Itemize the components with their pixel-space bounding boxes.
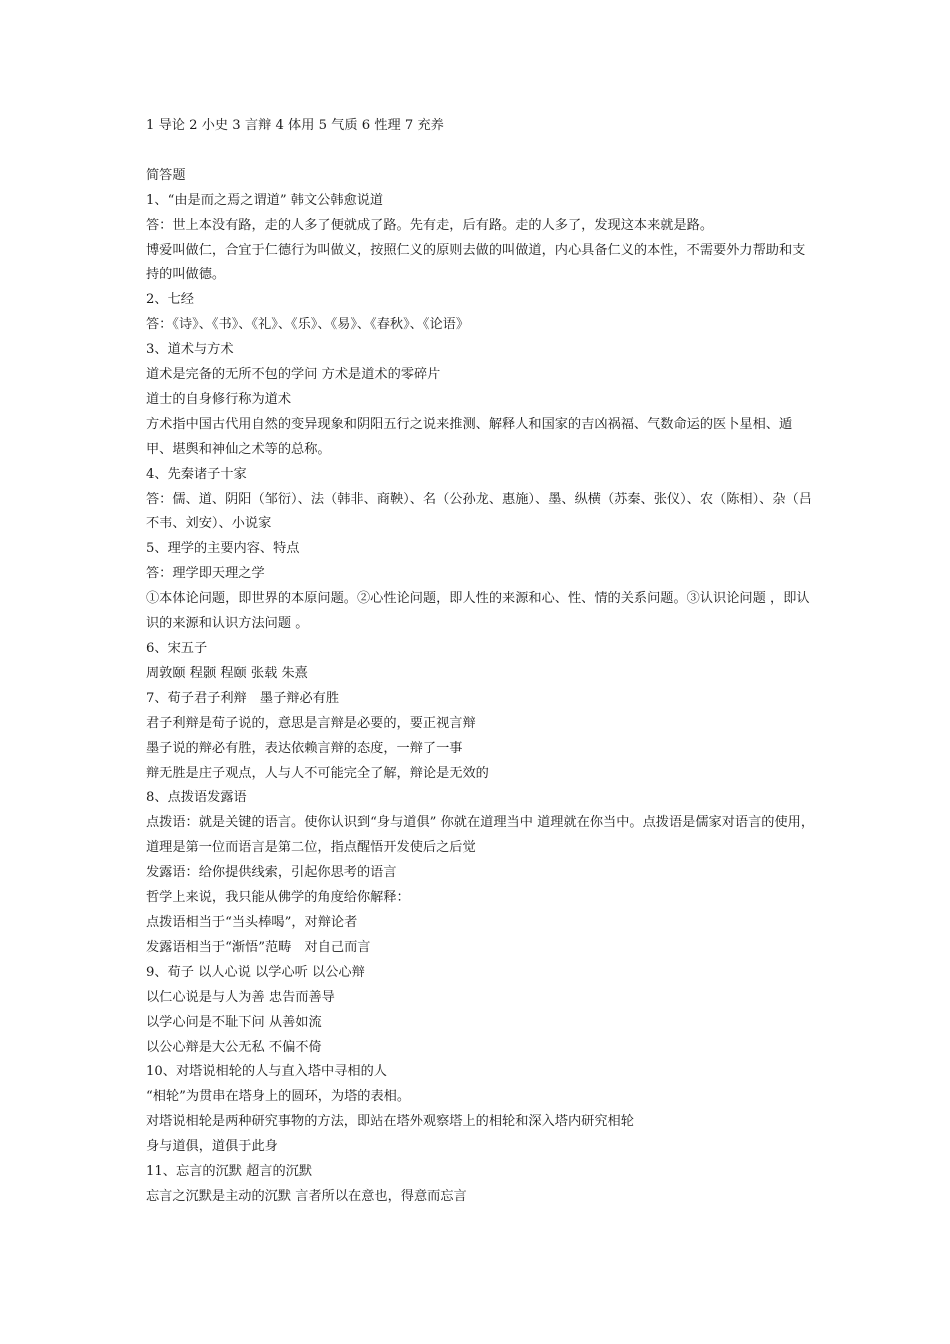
- text-line: 10、对塔说相轮的人与直入塔中寻相的人: [146, 1064, 387, 1080]
- text-line: 博爱叫做仁，合宜于仁德行为叫做义，按照仁义的原则去做的叫做道，内心具备仁义的本性，不需要外力帮助和支持的叫做德。: [146, 242, 806, 283]
- text-line: 身与道俱，道俱于此身: [146, 1139, 278, 1155]
- answer-list: [146, 189, 818, 1210]
- text-line: 答：世上本没有路，走的人多了便就成了路。先有走，后有路。走的人多了，发现这本来就是路。: [146, 217, 714, 233]
- text-line: 7、荀子君子利辩 墨子辩必有胜: [146, 690, 340, 706]
- text-line: 以学心问是不耻下问 从善如流: [146, 1014, 322, 1030]
- section-title: 简答题: [146, 167, 186, 183]
- text-line: 11、忘言的沉默 超言的沉默: [146, 1164, 313, 1180]
- text-line: 道士的自身修行称为道术: [146, 391, 292, 407]
- text-line: 5、理学的主要内容、特点: [146, 541, 300, 557]
- text-line: 发露语：给你提供线索，引起你思考的语言: [146, 865, 397, 881]
- text-line: 道术是完备的无所不包的学问 方术是道术的零碎片: [146, 367, 441, 383]
- document-page: [146, 114, 818, 1210]
- text-line: 点拨语：就是关键的语言。使你认识到“身与道俱” 你就在道理当中 道理就在你当中。点拨语是儒家对语言的使用，道理是第一位而语言是第二位，指点醒悟开发使后之后觉: [146, 815, 815, 856]
- text-line: 9、荀子 以人心说 以学心听 以公心辩: [146, 964, 365, 980]
- text-line: 周敦颐 程颢 程颐 张载 朱熹: [146, 665, 308, 681]
- text-line: 以公心辩是大公无私 不偏不倚: [146, 1039, 322, 1055]
- text-line: 忘言之沉默是主动的沉默 言者所以在意也，得意而忘言: [146, 1188, 467, 1204]
- text-line: 君子利辩是荀子说的，意思是言辩是必要的，要正视言辩: [146, 715, 476, 731]
- text-line: 以仁心说是与人为善 忠告而善导: [146, 989, 335, 1005]
- blank-line: [146, 139, 818, 164]
- text-line: 发露语相当于“渐悟”范畴 对自己而言: [146, 939, 371, 955]
- text-line: 2、七经: [146, 292, 194, 308]
- toc-line: 1 导论 2 小史 3 言辩 4 体用 5 气质 6 性理 7 充养: [146, 118, 444, 133]
- text-line: 哲学上来说，我只能从佛学的角度给你解释：: [146, 890, 410, 906]
- text-line: 答：儒、道、阴阳（邹衍）、法（韩非、商鞅）、名（公孙龙、惠施）、墨、纵横（苏秦、张仪）、农（陈相）、杂（吕不韦、刘安）、小说家: [146, 491, 812, 532]
- text-line: 3、道术与方术: [146, 342, 234, 358]
- text-line: 1、“由是而之焉之谓道” 韩文公韩愈说道: [146, 192, 384, 208]
- text-line: 对塔说相轮是两种研究事物的方法，即站在塔外观察塔上的相轮和深入塔内研究相轮: [146, 1114, 634, 1130]
- text-line: 4、先秦诸子十家: [146, 466, 247, 482]
- text-line: ①本体论问题，即世界的本原问题。②心性论问题，即人性的来源和心、性、情的关系问题。③认识论问题 ，即认识的来源和认识方法问题 。: [146, 591, 810, 632]
- text-line: 8、点拨语发露语: [146, 790, 247, 806]
- text-line: 辩无胜是庄子观点，人与人不可能完全了解，辩论是无效的: [146, 765, 489, 781]
- text-line: 点拨语相当于“当头棒喝”，对辩论者: [146, 914, 358, 930]
- text-line: 墨子说的辩必有胜，表达依赖言辩的态度，一辩了一事: [146, 740, 463, 756]
- text-line: 6、宋五子: [146, 641, 208, 657]
- text-line: “相轮”为贯串在塔身上的圆环，为塔的表相。: [146, 1089, 411, 1105]
- text-line: 答：理学即天理之学: [146, 566, 265, 582]
- text-line: 方术指中国古代用自然的变异现象和阴阳五行之说来推测、解释人和国家的吉凶祸福、气数命运的医卜星相、遁甲、堪舆和神仙之术等的总称。: [146, 416, 793, 457]
- text-line: 答：《诗》、《书》、《礼》、《乐》、《易》、《春秋》、《论语》: [146, 317, 470, 333]
